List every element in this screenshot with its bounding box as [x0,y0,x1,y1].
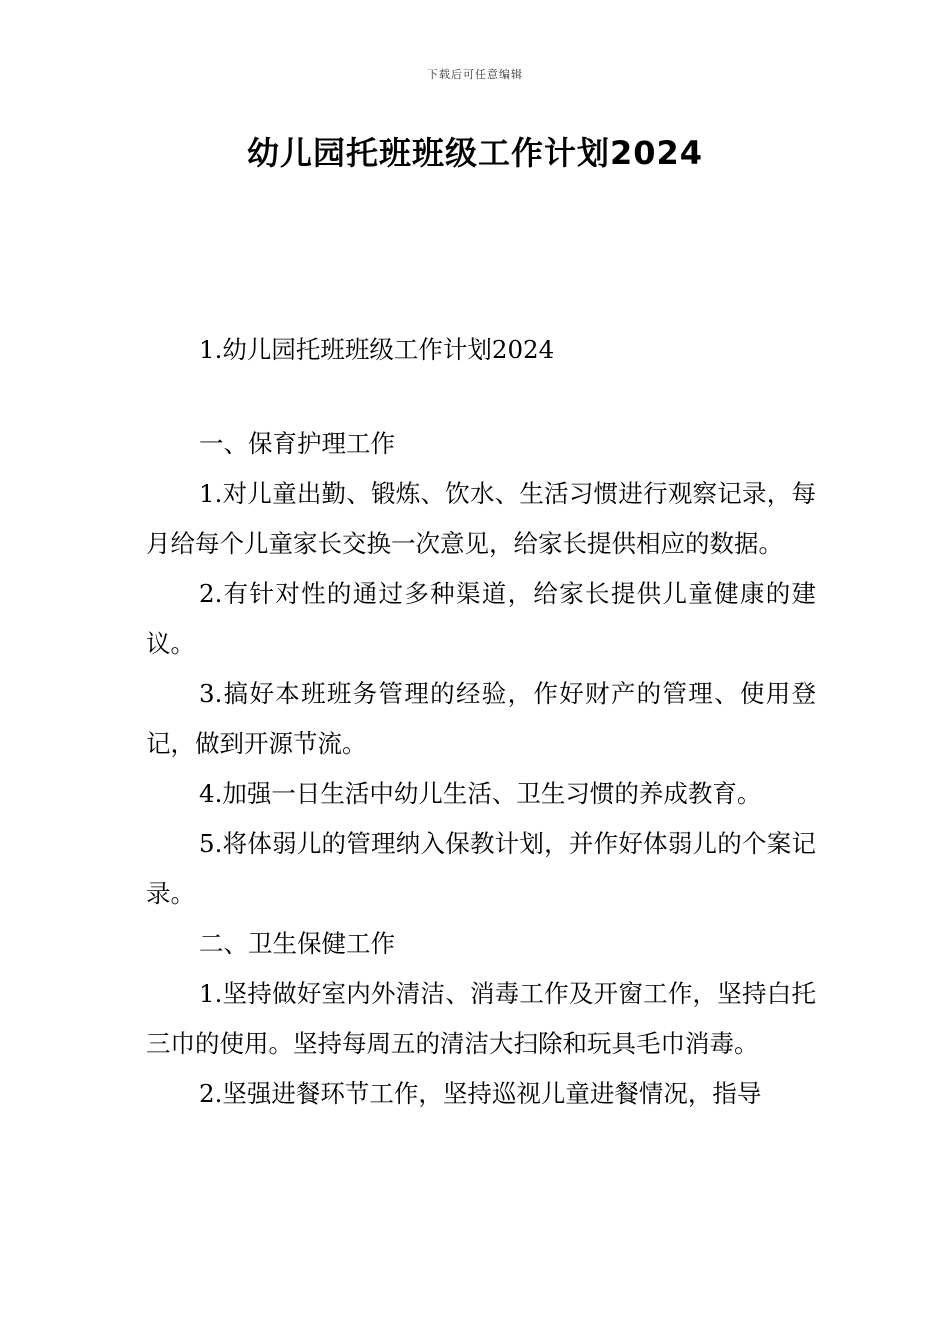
header-note: 下载后可任意编辑 [427,68,523,81]
list-item: 1.对儿童出勤、锻炼、饮水、生活习惯进行观察记录，每月给每个儿童家长交换一次意见，给家长提供相应的数据。 [146,479,816,558]
section-heading: 一、保育护理工作 [199,429,395,458]
document-title: 幼儿园托班班级工作计划2024 [246,134,704,172]
list-item: 2.有针对性的通过多种渠道，给家长提供儿童健康的建议。 [146,579,816,658]
list-item: 1.坚持做好室内外清洁、消毒工作及开窗工作，坚持白托三巾的使用。坚持每周五的清洁大扫除和玩具毛巾消毒。 [146,979,816,1058]
spacer [146,375,816,419]
subtitle: 1.幼儿园托班班级工作计划2024 [199,335,555,364]
list-item: 3.搞好本班班务管理的经验，作好财产的管理、使用登记，做到开源节流。 [146,679,816,758]
list-item: 4.加强一日生活中幼儿生活、卫生习惯的养成教育。 [199,779,762,808]
list-item: 2.坚强进餐环节工作，坚持巡视儿童进餐情况，指导 [199,1079,762,1108]
section-heading: 二、卫生保健工作 [199,929,395,958]
document-body [146,325,816,1119]
list-item: 5.将体弱儿的管理纳入保教计划，并作好体弱儿的个案记录。 [146,829,816,908]
